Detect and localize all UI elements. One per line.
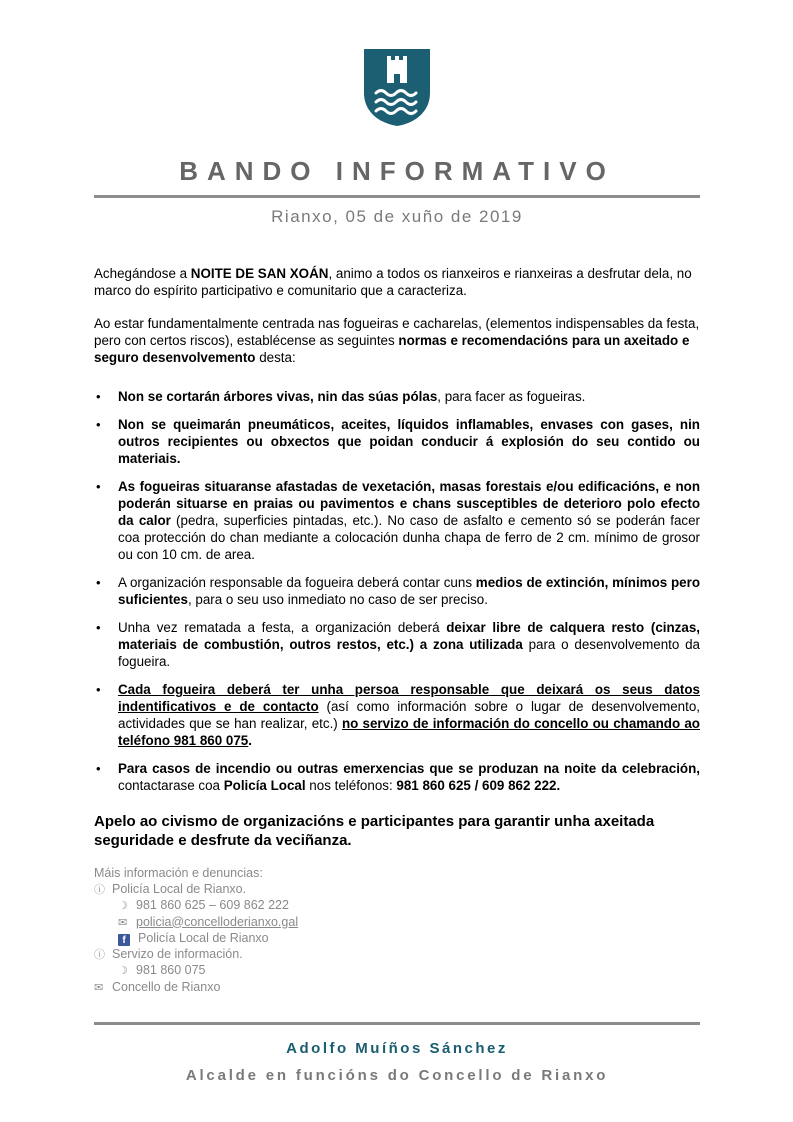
police-email-link[interactable]: policia@concelloderianxo.gal (136, 914, 299, 929)
phone-icon: ☽ (118, 900, 128, 912)
rule-item: • Non se cortarán árbores vivas, nin das súas pólas, para facer as fogueiras. (96, 389, 586, 404)
police-label-row: ⓘ Policía Local de Rianxo. (94, 882, 298, 899)
rule-item: • Cada fogueira deberá ter unha persoa responsable que deixará os seus datos indentificativos e de contacto (así como información sobre o lugar de desenvolvemento, actividades que se han realizar, etc.) no servizo de información do concello ou chamando ao teléfono 981 860 075. (96, 682, 701, 748)
contact-heading: Máis información e denuncias: (94, 866, 263, 880)
bullet-icon: • (96, 620, 101, 635)
title-divider (94, 195, 700, 198)
rule-item: • Para casos de incendio ou outras emerxencias que se produzan na noite da celebración, contactarase coa Policía Local nos teléfonos: 981 860 625 / 609 862 222. (96, 761, 700, 793)
police-facebook-row: f Policía Local de Rianxo (94, 931, 298, 947)
dateline: Rianxo, 05 de xuño de 2019 (271, 207, 523, 226)
envelope-icon: ✉ (94, 981, 104, 994)
signature-divider (94, 1022, 700, 1025)
bullet-icon: • (96, 479, 101, 494)
rule-item: • As fogueiras situaranse afastadas de vexetación, masas forestais e/ou edificacións, e non poderán situarse en praias ou pavimentos e chans susceptibles de deterioro polo efecto da calor (pedra, superficies pintadas, etc.). No caso de asfalto e cemento só se poderán facer coa protección do chan mediante a colocación dunha chapa de ferro de 2 cm. mínimo de grosor ou con 10 cm. de area. (96, 479, 700, 562)
bullet-icon: • (96, 761, 101, 776)
phone-icon: ☽ (118, 965, 128, 977)
rules-list (94, 388, 700, 794)
bullet-icon: • (96, 575, 101, 590)
info-icon: ⓘ (94, 948, 105, 961)
email-icon: ✉ (118, 916, 128, 929)
police-email-row (94, 915, 298, 932)
bullet-icon: • (96, 389, 101, 404)
document-body (94, 265, 700, 850)
rule-item: • Unha vez rematada a festa, a organización deberá deixar libre de calquera resto (cinzas, materiais de combustión, outros restos, etc.) a zona utilizada para o desenvolvemento da fogueira. (96, 620, 700, 669)
civic-appeal: Apelo ao civismo de organizacións e participantes para garantir unha axeitada seguridade e desfrute da veciñanza. (94, 813, 655, 849)
facebook-icon: f (118, 934, 130, 946)
info-phone-row: ☽ 981 860 075 (94, 963, 298, 980)
info-icon: ⓘ (94, 883, 105, 896)
intro-paragraph-2: Ao estar fundamentalmente centrada nas fogueiras e cacharelas, (elementos indispensables da festa, pero con certos riscos), establécense as seguintes normas e recomendacións para un axeitado e seguro desenvolvemento desta: (94, 316, 700, 365)
document-title: BANDO INFORMATIVO (179, 156, 615, 186)
rule-item: • A organización responsable da fogueira deberá contar cuns medios de extinción, mínimos pero suficientes, para o seu uso inmediato no caso de ser preciso. (96, 575, 700, 607)
municipal-crest-logo (362, 47, 432, 127)
town-hall-row: ✉ Concello de Rianxo (94, 980, 298, 997)
rule-item: • Non se queimarán pneumáticos, aceites, líquidos inflamables, envases con gases, nin outros recipientes ou obxectos que poidan conducir á explosión do seu contido ou materiais. (96, 417, 700, 466)
signatory-role: Alcalde en funcións do Concello de Rianxo (185, 1067, 609, 1084)
info-service-row: ⓘ Servizo de información. (94, 947, 298, 964)
intro-paragraph-1: Achegándose a NOITE DE SAN XOÁN, animo a todos os rianxeiros e rianxeiras a desfrutar dela, no marco do espírito participativo e comunitario que a caracteriza. (94, 266, 692, 298)
police-phone-row: ☽ 981 860 625 – 609 862 222 (94, 898, 298, 915)
bullet-icon: • (96, 682, 101, 697)
contact-block (94, 866, 298, 996)
signatory-name: Adolfo Muíños Sánchez (286, 1040, 508, 1057)
bullet-icon: • (96, 417, 101, 432)
